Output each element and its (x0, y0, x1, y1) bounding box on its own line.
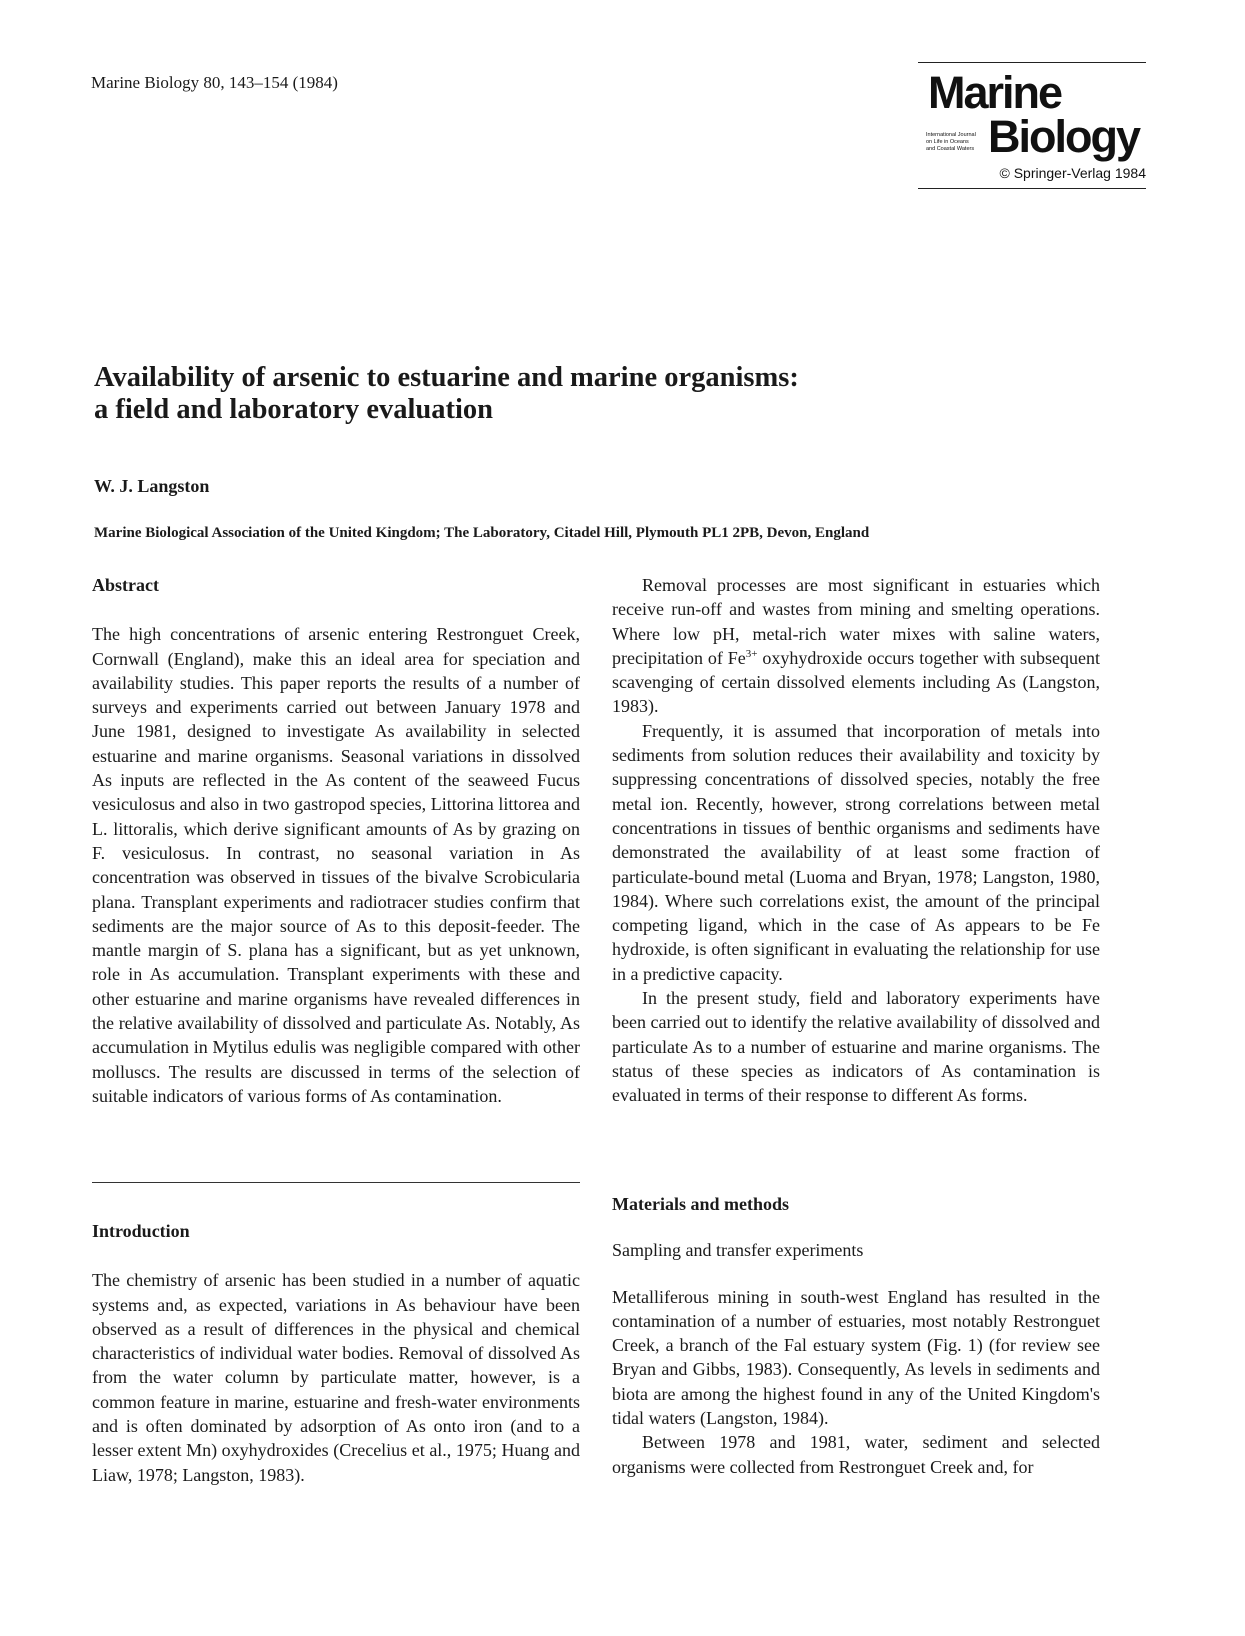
paragraph: Frequently, it is assumed that incorporation of metals into sediments from solution reduces their availability and toxicity by suppressing concentrations of dissolved species, notably the free metal ion. Recently, however, strong correlations between metal concentrations in tissues of benthic organisms and sediments have demonstrated the availability of at least some fraction of particulate-bound metal (Luoma and Bryan, 1978; Langston, 1980, 1984). Where such correlations exist, the amount of the principal competing ligand, which in the case of As appears to be Fe hydroxide, is often significant in evaluating the relationship for use in a predictive capacity. (612, 720, 1100, 984)
title-line: a field and laboratory evaluation (94, 394, 494, 425)
abstract-heading: Abstract (92, 575, 159, 595)
article-title (94, 362, 1094, 426)
paragraph (612, 573, 1100, 719)
abstract-text: The high concentrations of arsenic entering Restronguet Creek, Cornwall (England), make this an ideal area for speciation and availability studies. This paper reports the results of a number of surveys and experiments carried out between January 1978 and June 1981, designed to investigate As availability in selected estuarine and marine organisms. Seasonal variations in dissolved As inputs are reflected in the As content of the seaweed Fucus vesiculosus and also in two gastropod species, Littorina littorea and L. littoralis, which derive significant amounts of As by grazing on F. vesiculosus. In contrast, no seasonal variation in As concentration was observed in tissues of the bivalve Scrobicularia plana. Transplant experiments and radiotracer studies confirm that sediments are the major source of As to this deposit-feeder. The mantle margin of S. plana has a significant, but as yet unknown, role in As accumulation. Transplant experiments with these and other estuarine and marine organisms have revealed differences in the relative availability of dissolved and particulate As. Notably, As accumulation in Mytilus edulis was negligible compared with other molluscs. The results are discussed in terms of the selection of suitable indicators of various forms of As contamination. (92, 624, 580, 1106)
author-name: W. J. Langston (94, 476, 210, 496)
logo-word-biology: Biology (988, 111, 1139, 162)
methods-heading: Materials and methods (612, 1194, 789, 1214)
paragraph: Between 1978 and 1981, water, sediment and selected organisms were collected from Restronguet Creek and, for (612, 1432, 1100, 1477)
logo-bottom-rule (918, 188, 1146, 189)
journal-citation: Marine Biology 80, 143–154 (1984) (91, 73, 338, 92)
abstract-section (92, 573, 580, 1108)
intro-continued (612, 573, 1100, 1108)
paragraph: Metalliferous mining in south-west England has resulted in the contamination of a number of estuaries, most notably Restronguet Creek, a branch of the Fal estuary system (Fig. 1) (for review see Bryan and Gibbs, 1983). Consequently, As levels in sediments and biota are among the highest found in any of the United Kingdom's tidal waters (Langston, 1984). (612, 1286, 1100, 1429)
superscript: 3+ (745, 647, 758, 660)
paragraph: In the present study, field and laboratory experiments have been carried out to identify the relative availability of dissolved and particulate As to a number of estuarine and marine organisms. The status of these species as indicators of As contamination is evaluated in terms of their response to different As forms. (612, 988, 1100, 1106)
introduction-section (92, 1219, 580, 1487)
logo-top-rule (918, 62, 1146, 63)
logo-word-marine: Marine (928, 67, 1062, 118)
introduction-text: The chemistry of arsenic has been studied in a number of aquatic systems and, as expected, variations in As behaviour have been observed as a result of differences in the physical and chemical characteristics of individual water bodies. Removal of dissolved As from the water column by particulate matter, however, is a common feature in marine, estuarine and fresh-water environments and is often dominated by adsorption of As onto iron (and to a lesser extent Mn) oxyhydroxides (Crecelius et al., 1975; Huang and Liaw, 1978; Langston, 1983). (92, 1270, 580, 1485)
journal-logo (918, 62, 1146, 190)
methods-subheading: Sampling and transfer experiments (612, 1240, 864, 1261)
logo-tagline-line: International Journal (926, 132, 976, 138)
logo-copyright: © Springer-Verlag 1984 (999, 165, 1146, 181)
methods-section (612, 1192, 1100, 1479)
logo-tagline (926, 132, 986, 153)
introduction-heading: Introduction (92, 1221, 190, 1241)
author-affiliation: Marine Biological Association of the United Kingdom; The Laboratory, Citadel Hill, Plymouth PL1 2PB, Devon, England (94, 525, 870, 541)
title-line: Availability of arsenic to estuarine and marine organisms: (94, 362, 799, 393)
paragraph-text: Removal processes are most significant in estuaries which receive run-off and wastes from mining and smelting operations. Where low pH, metal-rich water mixes with saline waters, precipitation of Fe (612, 575, 1100, 668)
section-divider (92, 1182, 580, 1183)
logo-tagline-line: on Life in Oceans (926, 139, 969, 145)
paragraph-text: oxyhydroxide occurs together with subsequent scavenging of certain dissolved elements including As (Langston, 1983). (612, 647, 1100, 717)
logo-tagline-line: and Coastal Waters (926, 146, 975, 152)
